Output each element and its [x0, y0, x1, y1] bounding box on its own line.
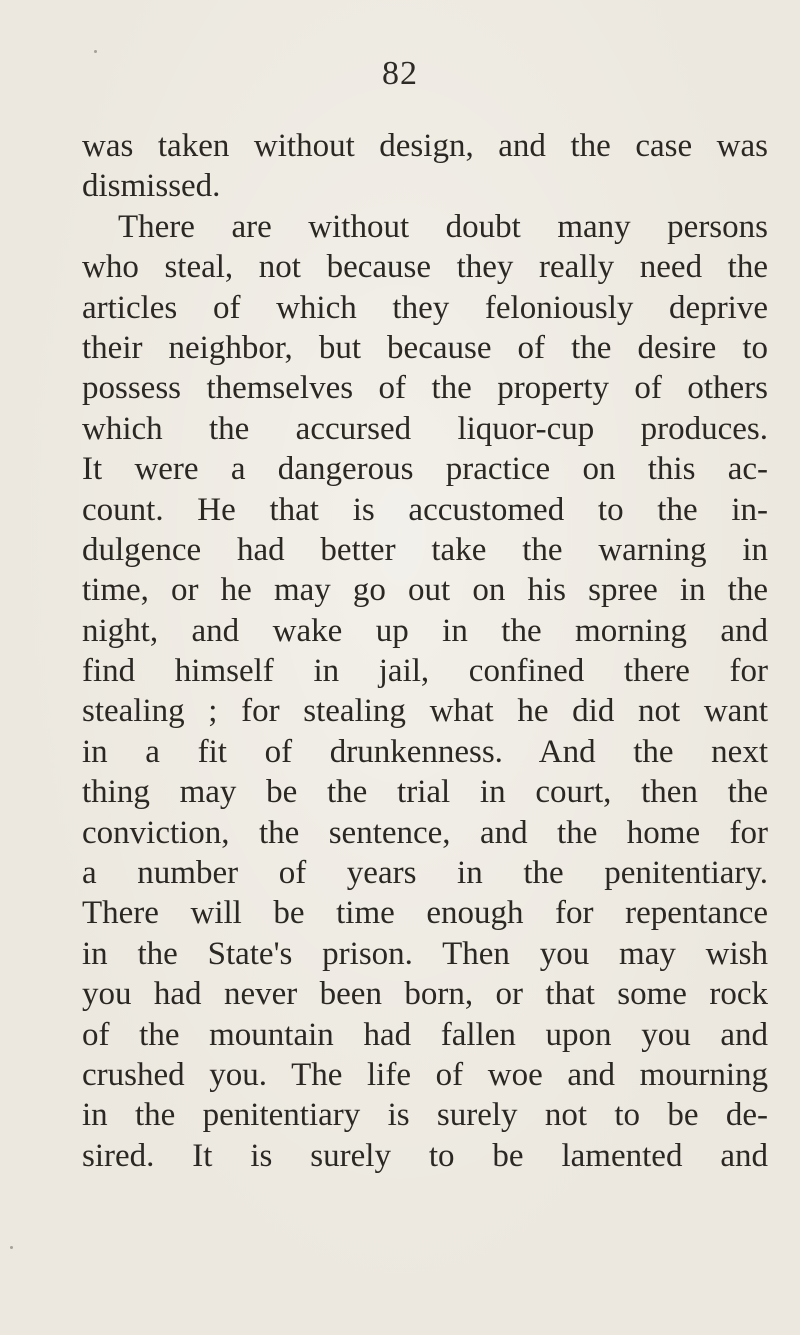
text-line: count. He that is accustomed to the in-	[82, 491, 768, 528]
text-line: their neighbor, but because of the desire to	[82, 329, 768, 366]
text-line: which the accursed liquor-cup produces.	[82, 410, 768, 447]
text-line: night, and wake up in the morning and	[82, 612, 768, 649]
text-line: was taken without design, and the case was	[82, 128, 768, 164]
text-line: possess themselves of the property of others	[82, 370, 768, 407]
text-line: a number of years in the penitentiary.	[82, 855, 768, 892]
body-text	[82, 126, 768, 1176]
text-line: thing may be the trial in court, then the	[82, 774, 768, 811]
text-line: in a fit of drunkenness. And the next	[82, 733, 768, 770]
text-line: dulgence had better take the warning in	[82, 531, 768, 568]
text-line: dismissed.	[82, 168, 221, 205]
text-line: you had never been born, or that some rock	[82, 976, 768, 1013]
text-line: sired. It is surely to be lamented and	[82, 1137, 768, 1174]
text-line: There are without doubt many persons	[118, 208, 768, 245]
text-line: conviction, the sentence, and the home for	[82, 814, 768, 851]
page-number: 82	[382, 55, 418, 92]
text-line: in the penitentiary is surely not to be de-	[82, 1097, 768, 1134]
text-line: find himself in jail, confined there for	[82, 653, 768, 690]
text-line: in the State's prison. Then you may wish	[82, 935, 768, 972]
text-line: of the mountain had fallen upon you and	[82, 1016, 768, 1053]
text-line: crushed you. The life of woe and mourning	[82, 1056, 768, 1093]
text-line: It were a dangerous practice on this ac-	[82, 451, 768, 488]
paper-speck	[10, 1246, 13, 1249]
text-line: time, or he may go out on his spree in the	[82, 572, 768, 609]
text-line: There will be time enough for repentance	[82, 895, 768, 932]
paper-speck	[94, 50, 97, 53]
text-line: stealing ; for stealing what he did not want	[82, 693, 768, 730]
text-line: articles of which they feloniously deprive	[82, 289, 768, 326]
text-line: who steal, not because they really need the	[82, 249, 768, 286]
